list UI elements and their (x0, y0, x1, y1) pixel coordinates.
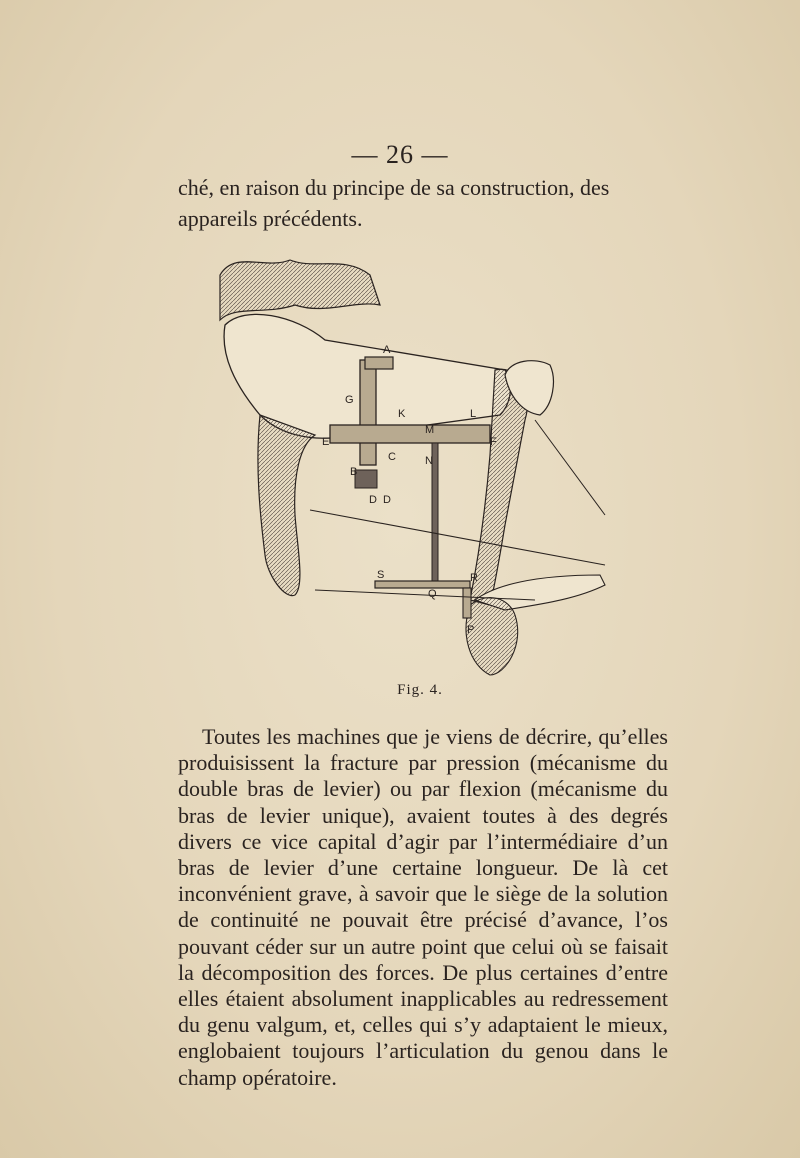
drapery (220, 260, 380, 320)
lower-hand (466, 598, 518, 675)
figure-label-s: S (377, 569, 385, 581)
figure-label-l: L (470, 408, 477, 420)
apparatus-top-bracket (365, 357, 393, 369)
figure-label-b: B (350, 466, 358, 478)
figure-label-g: G (345, 394, 354, 406)
figure-label-c: C (388, 451, 396, 463)
figure-caption: Fig. 4. (397, 682, 443, 698)
figure-label-f: F (490, 436, 497, 448)
figure-label-n: N (425, 455, 433, 467)
figure-label-e: E (322, 436, 330, 448)
apparatus-vertical-clamp (360, 360, 376, 465)
figure-label-p: P (467, 624, 475, 636)
apparatus-horizontal-bar (330, 425, 490, 443)
apparatus-knob (355, 470, 377, 488)
figure-label-q: Q (428, 588, 437, 600)
intro-paragraph: ché, en raison du principe de sa construction, des appareils précédents. (178, 175, 610, 231)
figure-label-r: R (470, 572, 478, 584)
figure-label-k: K (398, 408, 406, 420)
body-paragraph: Toutes les machines que je viens de décrire, qu’elles produisissent la fracture par pression (mécanisme du double bras de levier) ou par flexion (mécanisme du bras de levier unique), avaient toutes à des degrés divers ce vice capital d’agir par l’intermédiaire d’un bras de levier d’une certaine longueur. De là cet inconvénient grave, à savoir que le siège de la solution de continuité ne pouvait être précisé d’avance, l’os pouvant céder sur un autre point que celui où se faisait la décomposition des forces. De plus certaines d’entre elles étaient absolument inapplicables au redressement du genu valgum, et, celles qui s’y adaptaient le mieux, englobaient toujours l’articulation du genou dans le champ opératoire. (178, 724, 668, 1090)
figure-label-a: A (383, 344, 391, 356)
left-lower-leg (258, 415, 315, 596)
page-number: — 26 — (351, 140, 449, 169)
apparatus-hook (463, 588, 471, 618)
guide-line-3 (535, 420, 605, 515)
apparatus-lower-bar (375, 581, 470, 588)
figure-label-d-1: D (369, 494, 377, 506)
figure-label-d-2: D (383, 494, 391, 506)
guide-line-1 (310, 510, 605, 565)
figure-drawing (205, 245, 625, 685)
figure-label-m: M (425, 424, 435, 436)
figure-illustration (205, 245, 625, 685)
